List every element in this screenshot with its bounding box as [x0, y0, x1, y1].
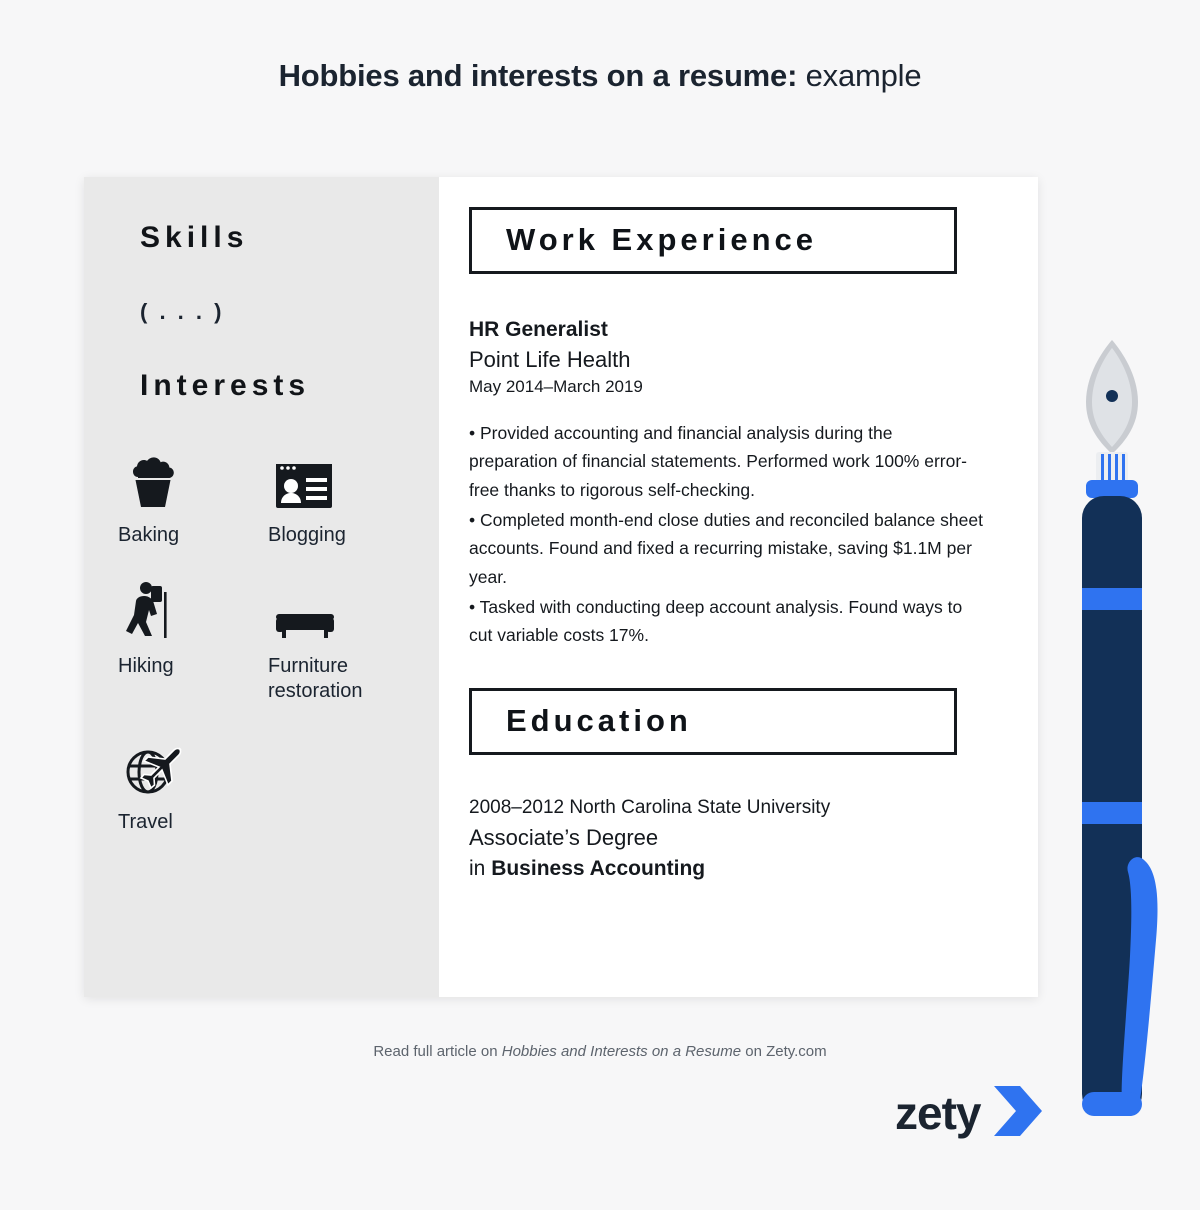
hiker-icon — [124, 582, 268, 642]
job-bullet: • Completed month-end close duties and reconciled balance sheet accounts. Found and fixed a recurring mistake, saving $1.1M per year. — [469, 510, 983, 587]
education-degree: Associate’s Degree — [469, 824, 659, 850]
skills-heading: Skills — [140, 221, 249, 254]
page-title-strong: Hobbies and interests on a resume: — [278, 58, 798, 93]
education-years-school: 2008–2012 North Carolina State University — [469, 796, 831, 818]
zety-logo-text: zety — [895, 1086, 981, 1139]
interest-item-blogging — [268, 451, 418, 548]
browser-window-icon — [274, 451, 418, 511]
footer-article-title: Hobbies and Interests on a Resume — [501, 1043, 742, 1060]
footer-text-after: on Zety.com — [741, 1043, 827, 1060]
resume-main — [439, 177, 1038, 997]
page-title — [0, 58, 1200, 94]
interest-item-hiking — [118, 582, 268, 704]
skills-placeholder: ( . . . ) — [140, 299, 225, 324]
job-bullet: • Provided accounting and financial analysis during the preparation of financial statements. Performed work 100% error-free thanks to rigorous self-checking. — [469, 423, 968, 500]
interest-label-travel: Travel — [118, 811, 173, 833]
cupcake-icon — [124, 451, 268, 511]
interest-label-hiking: Hiking — [118, 655, 174, 677]
interest-label-baking: Baking — [118, 524, 180, 546]
interests-heading: Interests — [140, 369, 311, 402]
job-dates: May 2014–March 2019 — [469, 377, 643, 396]
education-field-line — [469, 857, 1002, 881]
footer-note — [0, 1043, 1200, 1060]
fountain-pen-illustration — [1060, 340, 1170, 1140]
interest-label-blogging: Blogging — [268, 524, 346, 546]
job-bullets — [469, 419, 984, 650]
interest-item-furniture-restoration — [268, 582, 418, 704]
education-section-header — [469, 688, 957, 755]
education-title: Education — [506, 702, 692, 738]
job-company: Point Life Health — [469, 347, 631, 372]
education-field: Business Accounting — [491, 856, 706, 880]
interest-label-furniture-restoration: Furniture restoration — [268, 655, 363, 702]
interest-item-baking — [118, 451, 268, 548]
airplane-globe-icon — [124, 738, 268, 798]
education-field-prefix: in — [469, 856, 492, 880]
resume-card — [84, 177, 1038, 997]
zety-logo — [895, 1078, 1048, 1147]
resume-sidebar — [84, 177, 439, 997]
interests-grid — [84, 451, 448, 869]
job-title: HR Generalist — [469, 318, 608, 341]
footer-text-before: Read full article on — [373, 1043, 502, 1060]
work-experience-section-header — [469, 207, 957, 274]
work-experience-title: Work Experience — [506, 222, 817, 257]
page-title-light: example — [797, 58, 922, 93]
sofa-icon — [274, 582, 418, 642]
interest-item-travel — [118, 738, 268, 835]
job-bullet: • Tasked with conducting deep account analysis. Found ways to cut variable costs 17%. — [469, 597, 963, 646]
zety-logo-mark-icon — [988, 1080, 1048, 1147]
